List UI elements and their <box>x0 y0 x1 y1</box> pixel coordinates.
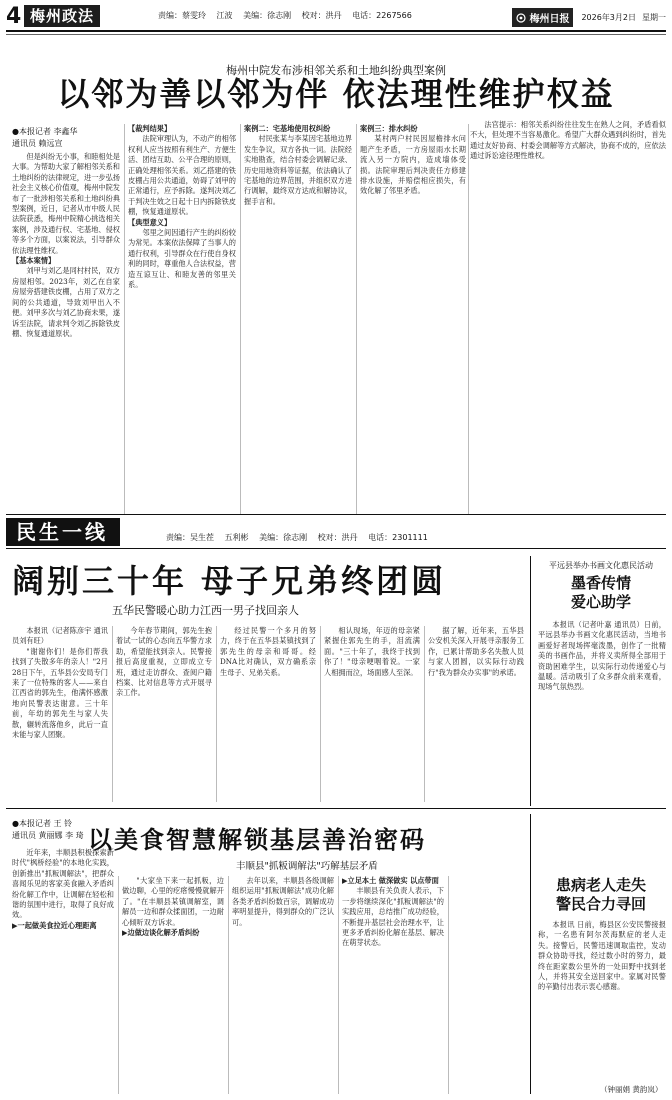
case1-result-heading: 【裁判结果】 <box>128 124 172 133</box>
section-band-credits <box>166 532 436 543</box>
article3-body-d: 丰顺县有关负责人表示，下一步将继续深化"抓粄调解法"的实践应用，总结推广成功经验，不断提升基层社会治理水平，让更多矛盾纠纷化解在基层、解决在萌芽状态。 <box>342 886 444 948</box>
masthead-name: 梅州日报 <box>529 14 570 25</box>
article-rule <box>6 808 666 809</box>
article3-byline: ●本报记者 王 铃 通讯员 黄丽娜 李 琦 <box>12 819 84 840</box>
sidebar1-headline: 墨香传情 爱心助学 <box>570 574 631 611</box>
column-divider <box>356 124 357 514</box>
header-rule <box>6 30 666 32</box>
header-rule-thin <box>6 34 666 35</box>
column-divider <box>124 124 125 514</box>
section-rule <box>6 514 666 515</box>
case3-heading: 案例三：排水纠纷 <box>360 124 418 133</box>
column-divider <box>320 626 321 802</box>
article1-subtitle: 梅州中院发布涉相邻关系和土地纠纷典型案例 <box>226 64 446 77</box>
article1-column-2 <box>128 124 236 512</box>
article1-closing: 法官提示：相邻关系纠纷往往发生在熟人之间，矛盾看似不大，但处理不当容易激化。希望广大群众遇到纠纷时，首先通过友好协商、村委会调解等方式解决，协商不成的，应依法通过诉讼途径理性维权。 <box>470 120 666 161</box>
masthead-logo <box>512 8 573 27</box>
article2-column-2 <box>116 626 212 802</box>
article2-byline: 本报讯（记者陈彦宇 通讯员刘有旺） <box>12 626 108 646</box>
article2-subtitle: 五华民警暖心助力江西一男子找回亲人 <box>112 604 299 617</box>
column-divider <box>112 626 113 802</box>
sidebar1-body <box>538 620 666 804</box>
sidebar-divider <box>530 556 531 806</box>
column-divider <box>338 876 339 1094</box>
article2-column-3 <box>220 626 316 802</box>
case2-text: 村民张某与李某因宅基地边界发生争议，双方各执一词。法院经实地勘查，结合村委会调解记录、历史用地资料等证据，依法确认了宅基地的边界范围，并组织双方进行调解，最终双方达成和解协议，握手言和。 <box>244 134 352 206</box>
section-band <box>6 518 666 548</box>
section-rule <box>6 548 666 549</box>
article3-body-c: 去年以来，丰顺县各级调解组织运用"抓粄调解法"成功化解各类矛盾纠纷数百宗，调解成功率明显提升，得到群众的广泛认可。 <box>232 876 334 927</box>
article2-body-a: "谢谢你们！是你们帮我找到了失散多年的亲人！"2月28日下午，五华县公安局专门来了一位特殊的客人——来自江西省的郭先生，他满怀感激地向民警表达谢意。三十年前，年幼的郭先生与家人失散，辗转流落他乡，此后一直未能与家人团聚。 <box>12 646 108 740</box>
article3-headline: 以美食智慧解锁基层善治密码 <box>88 825 426 854</box>
case1-text: 刘甲与刘乙是同村村民，双方房屋相邻。2023年，刘乙在自家房屋旁搭建铁皮棚，占用了双方之间的公共通道，导致刘甲出入不便。刘甲多次与刘乙协商未果，遂诉至法院，请求判令刘乙拆除铁皮棚、恢复通道原状。 <box>12 266 120 338</box>
article3-subhead-3: ▶立足本土 做深做实 以点带面 <box>342 876 439 885</box>
article1-byline: ●本报记者 李鑫华 通讯员 赖远宣 <box>12 127 78 148</box>
desk: 美编：徐志刚 <box>243 11 292 20</box>
column-divider <box>468 124 469 514</box>
article3-column-1 <box>12 848 114 1094</box>
sidebar1-kicker: 平远县举办书画文化惠民活动 <box>549 561 653 570</box>
column-divider <box>228 876 229 1094</box>
article1-headline: 以邻为善以邻为伴 依法理性维护权益 <box>57 75 615 113</box>
sidebar2-body <box>538 920 666 1080</box>
article2-column-5 <box>428 626 524 802</box>
article2-body-c: 经过民警一个多月的努力，终于在五华县某镇找到了郭先生的母亲和哥哥。经DNA比对确认，双方确系亲生母子、兄弟关系。 <box>220 626 316 677</box>
sidebar2-signoff: （钟丽娟 黄韵岚） <box>600 1085 663 1094</box>
article3-column-4 <box>342 876 444 1094</box>
article1-column-3 <box>244 124 352 512</box>
article2-column-4 <box>324 626 420 802</box>
issue-weekday: 星期一 <box>642 13 666 22</box>
article2-body-b: 今年春节期间，郭先生抱着试一试的心态向五华警方求助，希望能找到亲人。民警接报后高度重视，立即成立专班，通过走访群众、查阅户籍档案、比对信息等方式开展寻亲工作。 <box>116 626 212 698</box>
column-divider <box>240 124 241 514</box>
sidebar1-text: 本报讯（记者叶嘉 通讯员）日前，平远县举办书画文化惠民活动，当地书画爱好者现场挥毫泼墨，创作了一批精美的书画作品，并将义卖所得全部用于资助困难学生，以实际行动传递爱心与温暖。活动吸引了众多群众前来观看，现场气氛热烈。 <box>538 620 666 692</box>
article3-subhead-2: ▶边做边谈化解矛盾纠纷 <box>122 928 200 938</box>
column-divider <box>424 626 425 802</box>
article3-subtitle: 丰顺县"抓粄调解法"巧解基层矛盾 <box>236 861 378 872</box>
column-divider <box>118 876 119 1094</box>
article2-body-d: 相认现场，年迈的母亲紧紧握住郭先生的手，泪流满面。"三十年了，我终于找到你了！"母亲哽咽着说。一家人相拥而泣，场面感人至深。 <box>324 626 420 677</box>
article1-column-4 <box>360 124 466 512</box>
article3-column-2 <box>122 876 224 1094</box>
page-number: 4 <box>6 3 22 29</box>
editor: 责编：吴生茬 <box>166 533 214 542</box>
designer: 五利彬 <box>224 533 249 542</box>
article2-headline: 阔别三十年 母子兄弟终团圆 <box>12 562 447 600</box>
phone: 电话：2267566 <box>352 11 412 20</box>
article3-body-a: 近年来，丰顺县积极探索新时代"枫桥经验"的本地化实践，创新推出"抓粄调解法"，把群众喜闻乐见的客家美食融入矛盾纠纷化解工作中，让调解在轻松和谐的氛围中进行，取得了良好成效。 <box>12 848 114 920</box>
case2-heading: 案例二：宅基地使用权纠纷 <box>244 124 331 133</box>
case1-analysis-heading: 【典型意义】 <box>128 217 172 227</box>
desk: 美编：徐志刚 <box>259 533 308 542</box>
page-header <box>6 4 666 28</box>
phone: 电话：2301111 <box>368 533 428 542</box>
editorial-credits <box>158 10 420 21</box>
column-divider <box>216 626 217 802</box>
article1-lead: 但是纠纷无小事，和睦相处是大事。为帮助大家了解相邻关系和土地纠纷的法律规定，进一步弘扬社会主义核心价值观，梅州中院发布了一批涉相邻关系和土地纠纷典型案例，近日，记者从市中级人民法院获悉，梅州中院精心挑选相关案例，涉及通行权、宅基地、侵权等多个方面，以案说法，引导群众依法理性维权。 <box>12 152 120 255</box>
section-band-title: 民生一线 <box>6 518 120 546</box>
column-divider <box>448 876 449 1094</box>
plum-blossom-icon <box>516 13 526 23</box>
section-label <box>6 4 100 28</box>
article3-column-3 <box>232 876 334 1094</box>
case1-result-text: 法院审理认为，不动产的相邻权利人应当按照有利生产、方便生活、团结互助、公平合理的原则，正确处理相邻关系。刘乙搭建的铁皮棚占用公共通道，妨碍了刘甲的正常通行，应予拆除。遂判决刘乙于判决生效之日起十日内拆除铁皮棚，恢复通道原状。 <box>128 134 236 217</box>
article2-body-e: 据了解，近年来，五华县公安机关深入开展寻亲服务工作，已累计帮助多名失散人员与家人团圆，以实际行动践行"我为群众办实事"的承诺。 <box>428 626 524 677</box>
sidebar2-text: 本报讯 日前，梅县区公安民警接报称，一名患有阿尔茨海默症的老人走失。接警后，民警迅速调取监控，发动群众协助寻找，经过数小时的努力，最终在距家数公里外的一处田野中找到老人，并将其安全送回家中。家属对民警的辛勤付出表示衷心感谢。 <box>538 920 666 992</box>
sidebar2-headline: 患病老人走失 警民合力寻回 <box>555 876 646 913</box>
proofreader: 校对：洪丹 <box>317 533 358 542</box>
case1-heading: 【基本案情】 <box>12 256 56 266</box>
article3-body-b: "大家坐下来一起抓粄，边做边聊，心里的疙瘩慢慢就解开了。"在丰顺县某镇调解室，调解员一边和群众揉面团，一边耐心倾听双方诉求。 <box>122 876 224 927</box>
editor: 责编：蔡雯玲 <box>158 11 206 20</box>
section-name: 梅州政法 <box>24 5 100 27</box>
article3-subhead-1: ▶一起做美食拉近心理距离 <box>12 920 97 930</box>
case3-text: 某村两户村民因屋檐排水问题产生矛盾，一方房屋雨水长期流入另一方院内，造成墙体受损。法院审理后判决责任方修建排水设施，并赔偿相应损失，有效化解了邻里矛盾。 <box>360 134 466 196</box>
masthead-area <box>512 8 666 27</box>
proofreader: 校对：洪丹 <box>301 11 342 20</box>
case1-analysis-text: 邻里之间因通行产生的纠纷较为常见。本案依法保障了当事人的通行权利，引导群众在行使自身权利的同时，尊重他人合法权益，营造互谅互让、和睦友善的邻里关系。 <box>128 228 236 290</box>
article1-column-5 <box>470 120 666 490</box>
issue-date: 2026年3月2日 <box>581 13 636 22</box>
article1-column-1 <box>12 152 120 512</box>
sidebar-divider <box>530 814 531 1094</box>
article2-column-1 <box>12 626 108 802</box>
designer: 江波 <box>216 11 233 20</box>
